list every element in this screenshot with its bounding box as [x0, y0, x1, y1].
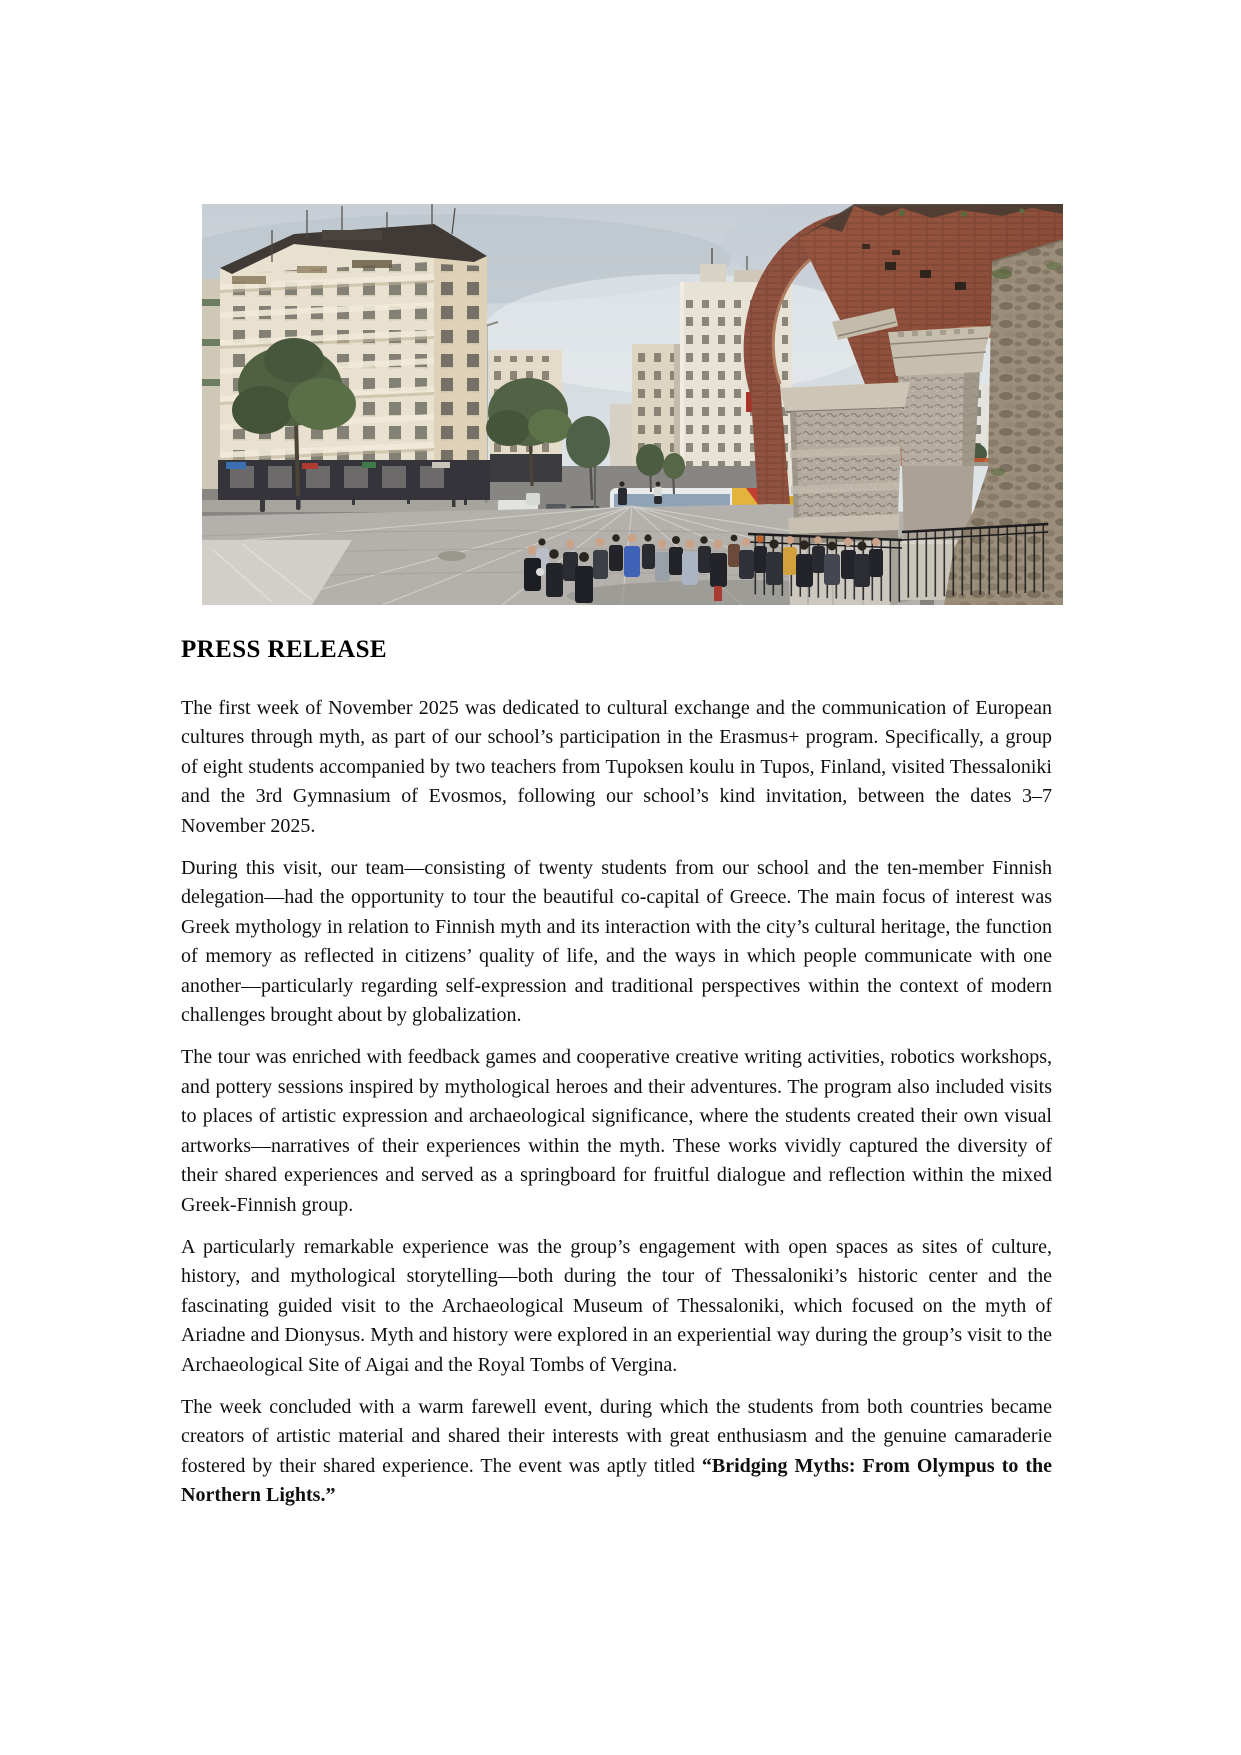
press-release-body: [181, 694, 1052, 1524]
photo-scene: [202, 204, 1063, 605]
event-title: “Bridging Myths: From Olympus to the Northern Lights.”: [181, 1454, 1052, 1507]
closing-text: The week concluded with a warm farewell event, during which the students from both countries became creators of artistic material and shared their interests with great enthusiasm and the genuine camaraderie fostered by their shared experience. The event was aptly titled: [181, 1395, 1052, 1477]
paragraph-closing: [181, 1393, 1052, 1511]
photo-arch-of-galerius: [202, 204, 1063, 605]
traffic-pole: [594, 460, 596, 512]
storefronts: [218, 460, 490, 500]
paragraph-activities: The tour was enriched with feedback games and cooperative creative writing activities, robotics workshops, and pottery sessions inspired by mythological heroes and their adventures. The program also included visits to places of artistic expression and archaeological significance, where the students created their own visual artworks—narratives of their experiences within the myth. These works vividly captured the diversity of their shared experiences and served as a springboard for fruitful dialogue and reflection within the mixed Greek-Finnish group.: [181, 1046, 1052, 1216]
paragraph-visit: During this visit, our team—consisting of twenty students from our school and the ten-member Finnish delegation—had the opportunity to tour the beautiful co-capital of Greece. The main focus of interest was Greek mythology in relation to Finnish myth and its interaction with the city’s cultural heritage, the function of memory as reflected in citizens’ quality of life, and the ways in which people communicate with one another—particularly regarding self-expression and traditional perspectives within the context of modern challenges brought about by globalization.: [181, 857, 1052, 1027]
press-release-heading: PRESS RELEASE: [181, 636, 387, 663]
paragraph-open-spaces: A particularly remarkable experience was the group’s engagement with open spaces as sites of culture, history, and mythological storytelling—both during the tour of Thessaloniki’s historic center and the fascinating guided visit to the Archaeological Museum of Thessaloniki, which focused on the myth of Ariadne and Dionysus. Myth and history were explored in an experiential way during the group’s visit to the Archaeological Site of Aigai and the Royal Tombs of Vergina.: [181, 1235, 1052, 1376]
paragraph-intro: The first week of November 2025 was dedicated to cultural exchange and the communication of European cultures through myth, as part of our school’s participation in the Erasmus+ program. Specifically, a group of eight students accompanied by two teachers from Tupoksen koulu in Tupos, Finland, visited Thessaloniki and the 3rd Gymnasium of Evosmos, following our school’s kind invitation, between the dates 3–7 November 2025.: [181, 697, 1052, 837]
